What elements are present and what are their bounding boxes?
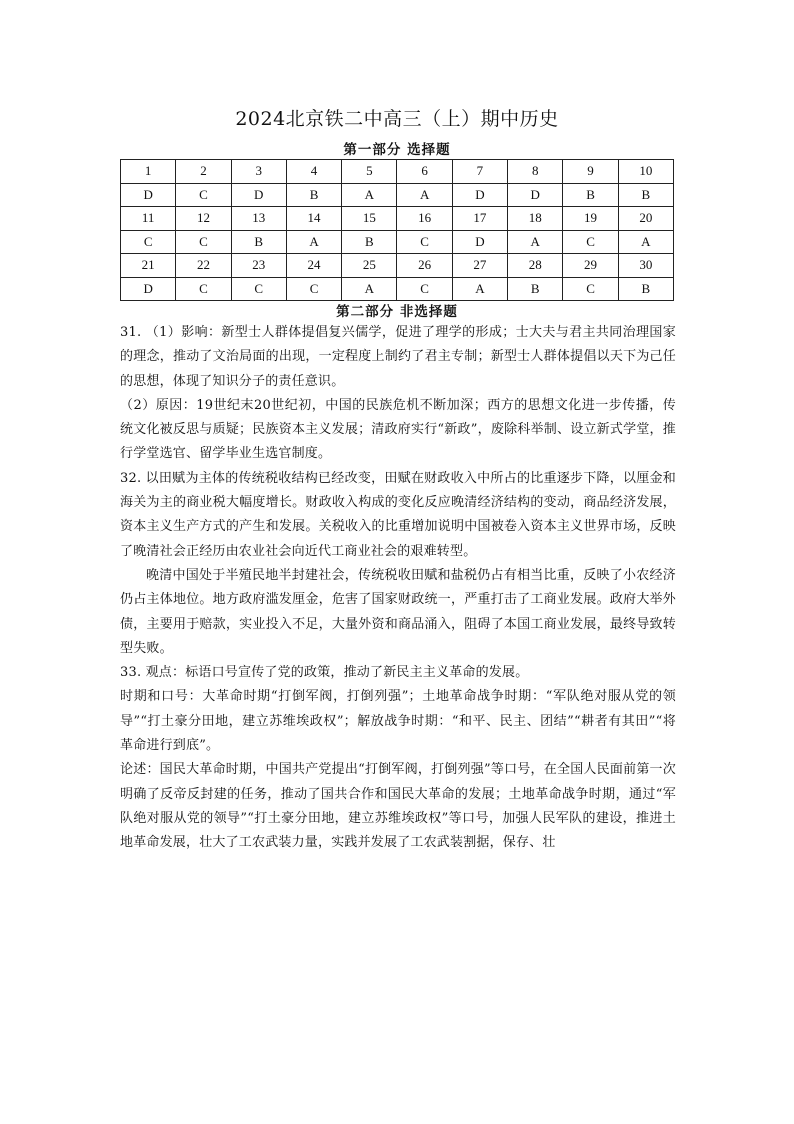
page-title: 2024北京铁二中高三（上）期中历史 [235,108,559,130]
table-cell: 5 [342,160,397,184]
q33-viewpoint: 33. 观点：标语口号宣传了党的政策，推动了新民主主义革命的发展。 [120,665,529,681]
table-cell: C [397,230,452,254]
table-cell: D [231,183,286,207]
section-heading-non-choice: 第二部分 非选择题 [336,304,458,320]
table-cell: A [342,277,397,301]
table-cell: 28 [508,254,563,278]
table-cell: C [176,277,231,301]
table-cell: 18 [508,207,563,231]
table-cell: C [563,230,618,254]
table-cell: 27 [452,254,507,278]
table-row [121,207,674,231]
section-heading-choice: 第一部分 选择题 [343,142,451,158]
table-cell: C [231,277,286,301]
table-cell: 10 [618,160,673,184]
table-cell: 20 [618,207,673,231]
table-cell: 7 [452,160,507,184]
table-cell: 19 [563,207,618,231]
table-cell: C [176,183,231,207]
table-cell: D [121,183,176,207]
table-cell: A [342,183,397,207]
table-row [121,254,674,278]
q32-part1: 32. 以田赋为主体的传统税收结构已经改变，田赋在财政收入中所占的比重逐步下降，以厘金和海关为主的商业税大幅度增长。财政收入构成的变化反应晚清经济结构的变动，商品经济发展，资本主义生产方式的产生和发展。关税收入的比重增加说明中国被卷入资本主义世界市场，反映了晚清社会正经历由农业社会向近代工商业社会的艰难转型。 [120,470,676,559]
table-cell: B [618,183,673,207]
table-cell: 8 [508,160,563,184]
table-cell: A [452,277,507,301]
table-cell: 9 [563,160,618,184]
table-cell: A [618,230,673,254]
table-cell: B [231,230,286,254]
table-row [121,230,674,254]
table-cell: 3 [231,160,286,184]
table-cell: B [563,183,618,207]
table-cell: 6 [397,160,452,184]
table-cell: A [508,230,563,254]
table-cell: 16 [397,207,452,231]
table-cell: C [397,277,452,301]
q32-part2: 晚清中国处于半殖民地半封建社会，传统税收田赋和盐税仍占有相当比重，反映了小农经济仍占主体地位。地方政府滥发厘金，危害了国家财政统一，严重打击了工商业发展。政府大举外债，主要用于赔款，实业投入不足，大量外资和商品涌入，阻碍了本国工商业发展，最终导致转型失败。 [120,567,676,656]
q33-periods: 时期和口号：大革命时期“打倒军阀，打倒列强”；土地革命战争时期：“军队绝对服从党的领导”“打土豪分田地，建立苏维埃政权”；解放战争时期：“和平、民主、团结”“耕者有其田”“将革命进行到底”。 [120,689,676,754]
table-row [121,183,674,207]
table-cell: A [397,183,452,207]
table-cell: 22 [176,254,231,278]
table-cell: 15 [342,207,397,231]
table-cell: 24 [286,254,341,278]
table-cell: 25 [342,254,397,278]
table-cell: 13 [231,207,286,231]
table-cell: 29 [563,254,618,278]
table-cell: D [452,183,507,207]
q31-part2: （2）原因：19世纪末20世纪初，中国的民族危机不断加深；西方的思想文化进一步传播，传统文化被反思与质疑；民族资本主义发展；清政府实行“新政”，废除科举制、设立新式学堂，推行学堂选官、留学毕业生选官制度。 [120,397,676,462]
table-cell: B [508,277,563,301]
table-cell: C [286,277,341,301]
table-cell: 2 [176,160,231,184]
table-cell: 1 [121,160,176,184]
table-cell: D [452,230,507,254]
answer-table [120,159,674,301]
table-cell: 11 [121,207,176,231]
table-row [121,277,674,301]
table-cell: C [176,230,231,254]
table-cell: 21 [121,254,176,278]
table-cell: D [508,183,563,207]
table-cell: D [121,277,176,301]
table-cell: 12 [176,207,231,231]
table-cell: B [618,277,673,301]
table-cell: C [121,230,176,254]
table-cell: 14 [286,207,341,231]
table-cell: C [563,277,618,301]
table-cell: 4 [286,160,341,184]
table-cell: A [286,230,341,254]
q33-argument: 论述：国民大革命时期，中国共产党提出“打倒军阀，打倒列强”等口号，在全国人民面前第一次明确了反帝反封建的任务，推动了国共合作和国民大革命的发展；土地革命战争时期，通过“军队绝对服从党的领导”“打土豪分田地，建立苏维埃政权”等口号，加强人民军队的建设，推进土地革命发展，壮大了工农武装力量，实践并发展了工农武装割据，保存、壮 [120,762,676,851]
table-cell: 17 [452,207,507,231]
q31-part1: 31. （1）影响：新型士人群体提倡复兴儒学，促进了理学的形成；士大夫与君主共同治理国家的理念，推动了文治局面的出现，一定程度上制约了君主专制；新型士人群体提倡以天下为己任的思想，体现了知识分子的责任意识。 [120,325,676,389]
table-row [121,160,674,184]
table-cell: 30 [618,254,673,278]
answer-body [120,321,676,856]
table-cell: B [342,230,397,254]
table-cell: B [286,183,341,207]
table-cell: 23 [231,254,286,278]
table-cell: 26 [397,254,452,278]
